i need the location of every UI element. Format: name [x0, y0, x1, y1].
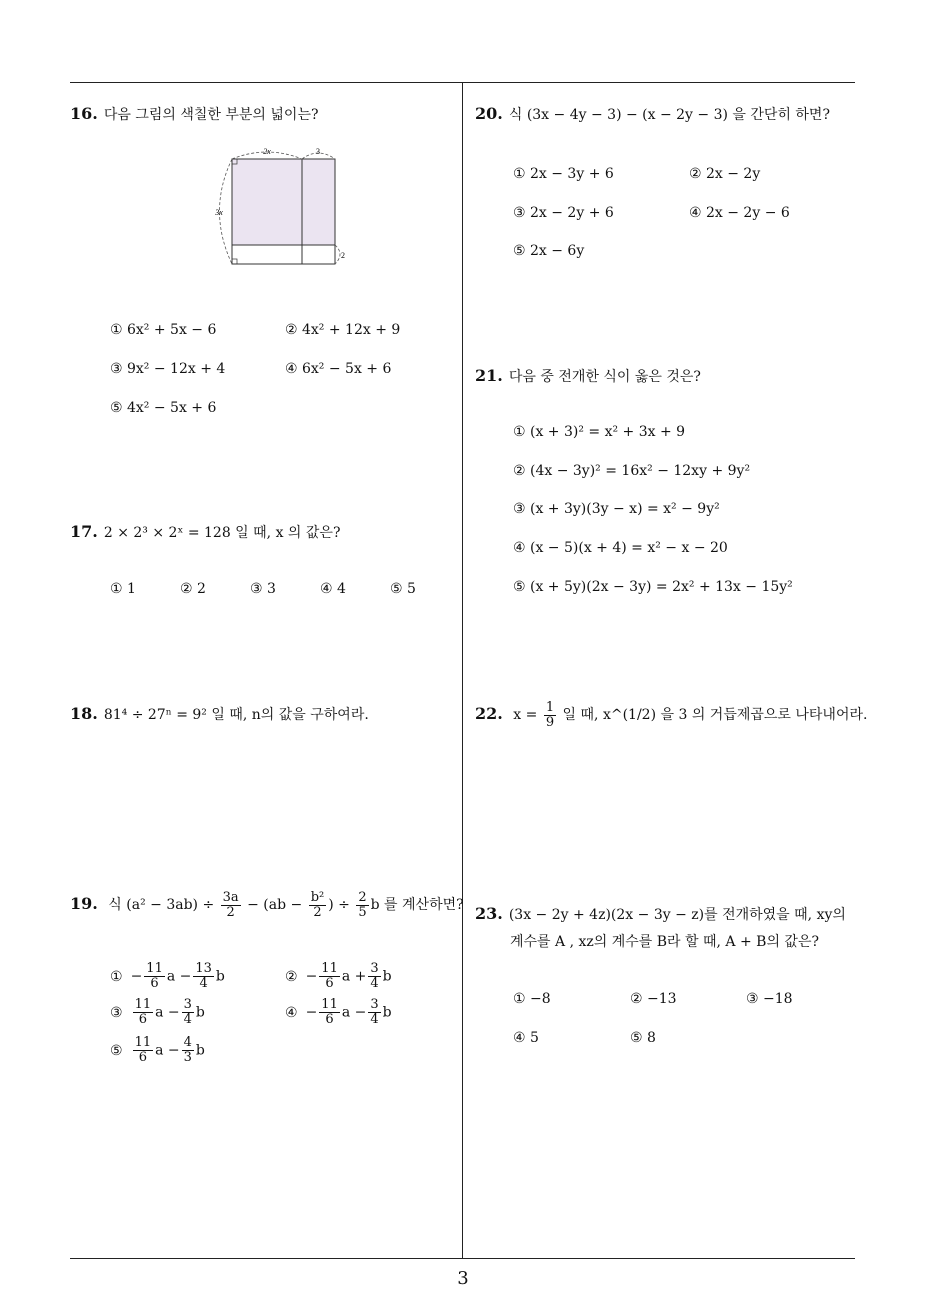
- question-number: 23.: [475, 904, 503, 923]
- fraction: [368, 998, 380, 1027]
- question-text-line1: (3x − 2y + 4z)(2x − 3y − z)를 전개하였을 때, xy의: [508, 907, 846, 923]
- q20-option-1[interactable]: ① 2x − 3y + 6: [513, 166, 614, 182]
- q19-option-3[interactable]: [110, 998, 205, 1027]
- question-text-suffix: b 를 계산하면?: [370, 897, 464, 913]
- sign: −: [305, 1004, 318, 1021]
- question-number: 19.: [70, 894, 98, 913]
- term: a −: [166, 968, 192, 985]
- q19-option-2[interactable]: [285, 962, 392, 991]
- q16-option-3[interactable]: ③ 9x² − 12x + 4: [110, 361, 226, 377]
- question-text-mid: ) ÷: [328, 897, 355, 913]
- question-text-prefix: x =: [513, 707, 542, 723]
- question-text-mid: − (ab −: [242, 897, 307, 913]
- denominator: 6: [138, 1012, 147, 1027]
- q17-option-5[interactable]: ⑤ 5: [390, 581, 416, 597]
- term: a +: [341, 968, 367, 985]
- numerator: 4: [183, 1035, 192, 1050]
- option-mark: ⑤: [110, 1042, 123, 1059]
- q17-option-3[interactable]: ③ 3: [250, 581, 276, 597]
- sign: −: [130, 968, 143, 985]
- q17-option-2[interactable]: ② 2: [180, 581, 206, 597]
- label-2: 2: [341, 251, 345, 260]
- question-text-prefix: 식 (a² − 3ab) ÷: [108, 897, 219, 913]
- term: b: [195, 1004, 205, 1021]
- page-number: 3: [457, 1268, 469, 1289]
- denominator: 6: [138, 1050, 147, 1065]
- fraction: [182, 998, 194, 1027]
- column-divider: [462, 82, 463, 1258]
- denominator: 4: [183, 1012, 192, 1027]
- question-text: 식 (3x − 4y − 3) − (x − 2y − 3) 을 간단히 하면?: [508, 107, 830, 123]
- denominator: 6: [325, 976, 334, 991]
- fraction: [368, 962, 380, 991]
- question-number: 18.: [70, 704, 98, 723]
- term: a −: [155, 1004, 180, 1021]
- q20-option-3[interactable]: ③ 2x − 2y + 6: [513, 205, 614, 221]
- q19-option-4[interactable]: [285, 998, 392, 1027]
- q21-option-4[interactable]: ④ (x − 5)(x + 4) = x² − x − 20: [513, 540, 728, 556]
- numerator: 1: [545, 699, 555, 715]
- denominator: 4: [199, 976, 208, 991]
- fraction: [221, 891, 241, 920]
- q23-option-3[interactable]: ③ −18: [746, 991, 793, 1007]
- dimension-arc-right: [335, 245, 340, 264]
- fraction: [193, 962, 214, 991]
- question-20: [475, 104, 830, 125]
- q23-option-1[interactable]: ① −8: [513, 991, 551, 1007]
- numerator: b²: [310, 889, 325, 905]
- numerator: 2: [358, 889, 367, 905]
- q20-option-5[interactable]: ⑤ 2x − 6y: [513, 243, 585, 259]
- term: b: [382, 968, 392, 985]
- q21-option-5[interactable]: ⑤ (x + 5y)(2x − 3y) = 2x² + 13x − 15y²: [513, 579, 793, 595]
- q20-option-2[interactable]: ② 2x − 2y: [689, 166, 761, 182]
- area-diagram: [205, 142, 365, 274]
- question-number: 16.: [70, 104, 98, 123]
- q20-option-4[interactable]: ④ 2x − 2y − 6: [689, 205, 790, 221]
- q19-option-1[interactable]: [110, 962, 225, 991]
- question-number: 22.: [475, 704, 503, 723]
- numerator: 11: [134, 997, 152, 1012]
- q16-option-1[interactable]: ① 6x² + 5x − 6: [110, 322, 217, 338]
- fraction: [319, 998, 340, 1027]
- fraction: [319, 962, 340, 991]
- denominator: 6: [325, 1012, 334, 1027]
- q16-option-5[interactable]: ⑤ 4x² − 5x + 6: [110, 400, 217, 416]
- numerator: 13: [195, 961, 212, 976]
- question-23-line2: 계수를 A , xz의 계수를 B라 할 때, A + B의 값은?: [510, 934, 819, 950]
- option-mark: ②: [285, 968, 298, 985]
- denominator: 5: [358, 904, 367, 920]
- question-22: [475, 700, 867, 730]
- question-text-suffix: 일 때, x^(1/2) 을 3 의 거듭제곱으로 나타내어라.: [558, 707, 868, 723]
- question-17: [70, 522, 340, 543]
- question-text: 다음 그림의 색칠한 부분의 넓이는?: [103, 107, 319, 123]
- question-23: [475, 904, 846, 925]
- denominator: 2: [226, 904, 235, 920]
- denominator: 2: [313, 904, 322, 920]
- term: b: [382, 1004, 392, 1021]
- term: b: [215, 968, 225, 985]
- q16-option-2[interactable]: ② 4x² + 12x + 9: [285, 322, 401, 338]
- fraction: [144, 962, 165, 991]
- fraction: [309, 891, 327, 920]
- question-21: [475, 366, 701, 387]
- numerator: 3a: [222, 889, 239, 905]
- numerator: 3: [370, 961, 379, 976]
- question-number: 21.: [475, 366, 503, 385]
- shaded-region: [232, 159, 335, 245]
- question-number: 17.: [70, 522, 98, 541]
- question-text: 81⁴ ÷ 27ⁿ = 9² 일 때, n의 값을 구하여라.: [103, 707, 369, 723]
- question-18: [70, 704, 369, 725]
- question-text: 다음 중 전개한 식이 옳은 것은?: [508, 369, 701, 385]
- question-number: 20.: [475, 104, 503, 123]
- label-3: 3: [316, 147, 320, 156]
- sign: −: [305, 968, 318, 985]
- option-mark: ①: [110, 968, 123, 985]
- term: a −: [341, 1004, 367, 1021]
- denominator: 9: [545, 714, 555, 730]
- q21-option-1[interactable]: ① (x + 3)² = x² + 3x + 9: [513, 424, 686, 440]
- q23-option-2[interactable]: ② −13: [630, 991, 677, 1007]
- fraction: [544, 701, 556, 730]
- bottom-rule: [70, 1258, 855, 1259]
- q16-option-4[interactable]: ④ 6x² − 5x + 6: [285, 361, 392, 377]
- question-16: [70, 104, 319, 125]
- q17-option-1[interactable]: ① 1: [110, 581, 136, 597]
- numerator: 11: [321, 961, 338, 976]
- option-mark: ④: [285, 1004, 298, 1021]
- q21-option-2[interactable]: ② (4x − 3y)² = 16x² − 12xy + 9y²: [513, 463, 751, 479]
- fraction: [182, 1036, 194, 1065]
- denominator: 3: [183, 1050, 192, 1065]
- term: b: [195, 1042, 205, 1059]
- numerator: 3: [370, 997, 379, 1012]
- question-19: [70, 890, 464, 920]
- numerator: 11: [321, 997, 338, 1012]
- fraction: [133, 1036, 154, 1065]
- option-mark: ③: [110, 1004, 123, 1021]
- question-text: 2 × 2³ × 2ˣ = 128 일 때, x 의 값은?: [103, 525, 341, 541]
- fraction: [356, 891, 368, 920]
- q21-option-3[interactable]: ③ (x + 3y)(3y − x) = x² − 9y²: [513, 501, 720, 517]
- q23-option-5[interactable]: ⑤ 8: [630, 1030, 656, 1046]
- denominator: 4: [370, 976, 379, 991]
- label-3x: 3x: [215, 208, 223, 217]
- numerator: 11: [134, 1035, 152, 1050]
- q17-option-4[interactable]: ④ 4: [320, 581, 346, 597]
- q23-option-4[interactable]: ④ 5: [513, 1030, 539, 1046]
- term: a −: [155, 1042, 180, 1059]
- denominator: 6: [150, 976, 159, 991]
- fraction: [133, 998, 154, 1027]
- numerator: 3: [183, 997, 192, 1012]
- right-angle-mark: [232, 259, 237, 264]
- denominator: 4: [370, 1012, 379, 1027]
- q19-option-5[interactable]: [110, 1036, 205, 1065]
- label-2x: 2x: [263, 147, 271, 156]
- numerator: 11: [146, 961, 163, 976]
